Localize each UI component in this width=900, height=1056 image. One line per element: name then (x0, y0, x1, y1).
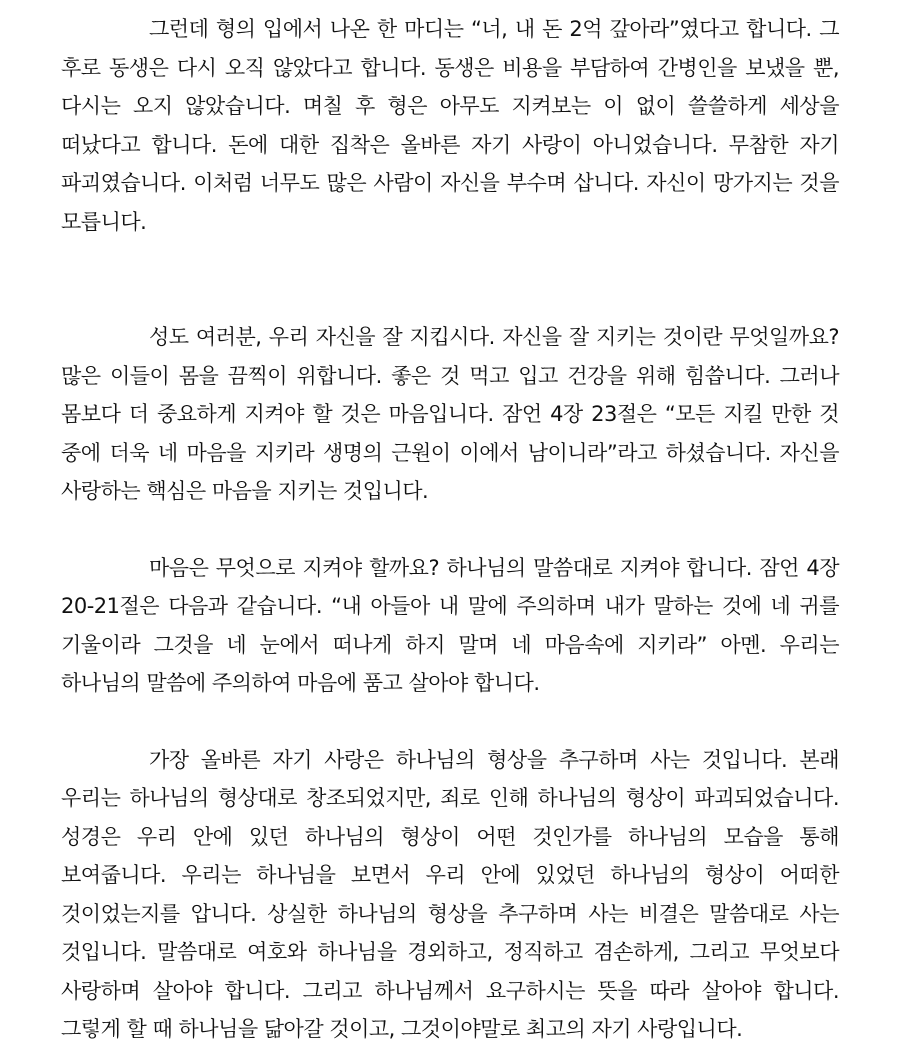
paragraph-spacer (61, 703, 839, 741)
paragraph-1: 그런데 형의 입에서 나온 한 마디는 “너, 내 돈 2억 갚아라”였다고 합니다. 그 후로 동생은 다시 오직 않았다고 합니다. 동생은 비용을 부담하여 간병인을 보냈을 뿐, 다시는 오지 않았습니다. 며칠 후 형은 아무도 지켜보는 이 없이 쓸쓸하게 세상을 떠났다고 합니다. 돈에 대한 집착은 올바른 자기 사랑이 아니었습니다. 무참한 자기 파괴였습니다. 이처럼 너무도 많은 사람이 자신을 부수며 삽니다. 자신이 망가지는 것을 모릅니다. (61, 17, 840, 234)
sermon-text-page (61, 10, 839, 1049)
paragraph-2: 성도 여러분, 우리 자신을 잘 지킵시다. 자신을 잘 지키는 것이란 무엇일까요? 많은 이들이 몸을 끔찍이 위합니다. 좋은 것 먹고 입고 건강을 위해 힘씁니다. 그러나 몸보다 더 중요하게 지켜야 할 것은 마음입니다. 잠언 4장 23절은 “모든 지킬 만한 것 중에 더욱 네 마음을 지키라 생명의 근원이 이에서 남이니라”라고 하셨습니다. 자신을 사랑하는 핵심은 마음을 지키는 것입니다. (61, 325, 839, 503)
section-spacer (61, 241, 839, 318)
paragraph-4: 가장 올바른 자기 사랑은 하나님의 형상을 추구하며 사는 것입니다. 본래 우리는 하나님의 형상대로 창조되었지만, 죄로 인해 하나님의 형상이 파괴되었습니다. 성경은 우리 안에 있던 하나님의 형상이 어떤 것인가를 하나님의 모습을 통해 보여줍니다. 우리는 하나님을 보면서 우리 안에 있었던 하나님의 형상이 어떠한 것이었는지를 압니다. 상실한 하나님의 형상을 추구하며 사는 비결은 말씀대로 사는 것입니다. 말씀대로 여호와 하나님을 경외하고, 정직하고 겸손하게, 그리고 무엇보다 사랑하며 살아야 합니다. 그리고 하나님께서 요구하시는 뜻을 따라 살아야 합니다. 그렇게 할 때 하나님을 닮아갈 것이고, 그것이야말로 최고의 자기 사랑입니다. (61, 747, 839, 1041)
paragraph-3: 마음은 무엇으로 지켜야 할까요? 하나님의 말씀대로 지켜야 합니다. 잠언 4장 20-21절은 다음과 같습니다. “내 아들아 내 말에 주의하며 내가 말하는 것에 네 귀를 기울이라 그것을 네 눈에서 떠나게 하지 말며 네 마음속에 지키라” 아멘. 우리는 하나님의 말씀에 주의하여 마음에 품고 살아야 합니다. (61, 555, 839, 695)
paragraph-spacer (61, 511, 839, 549)
